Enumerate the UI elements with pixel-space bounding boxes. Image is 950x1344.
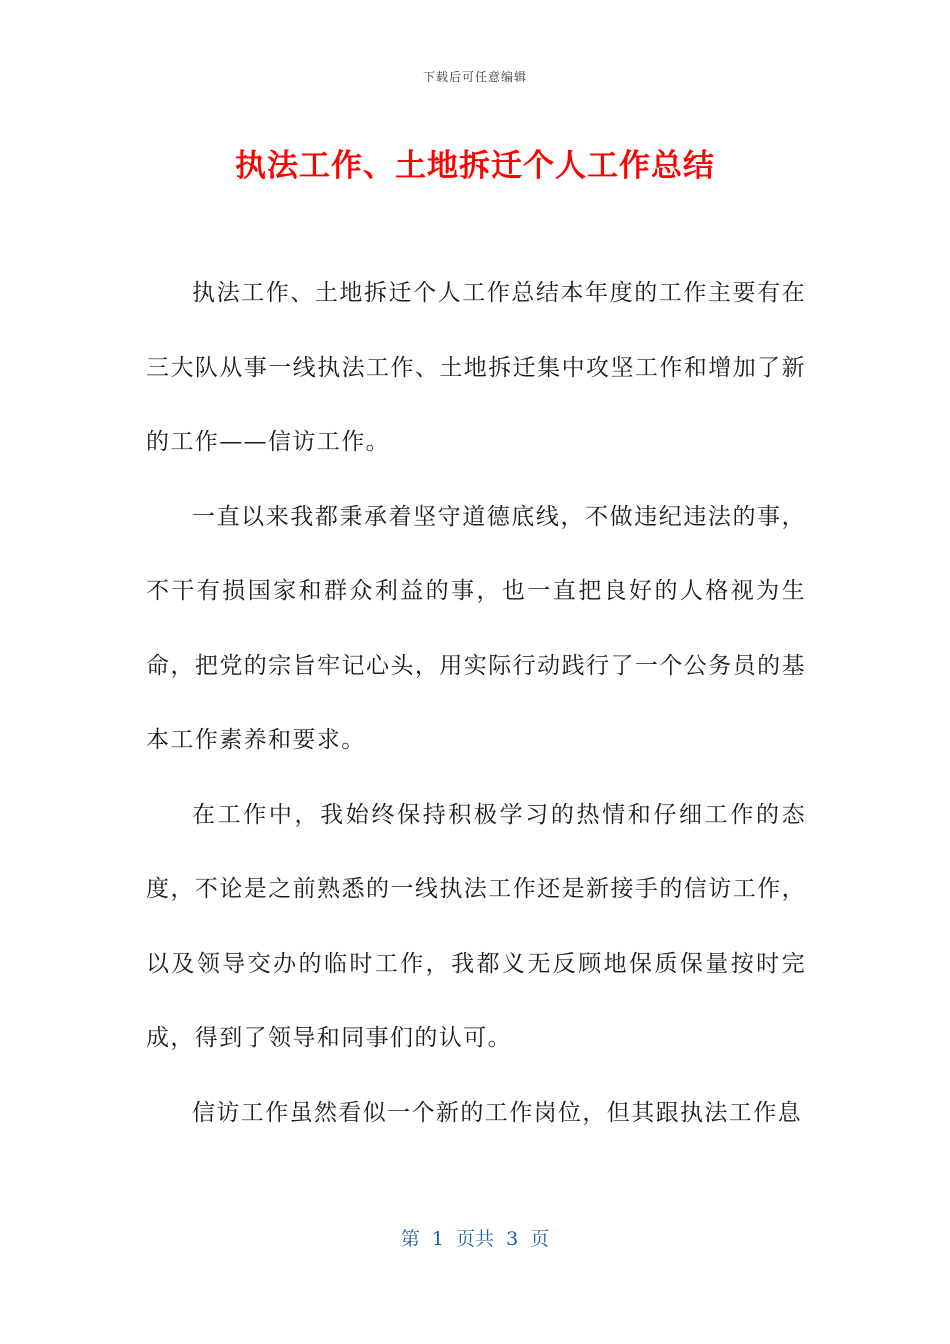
paragraph-3: 在工作中，我始终保持积极学习的热情和仔细工作的态度，不论是之前熟悉的一线执法工作还是新接手的信访工作，以及领导交办的临时工作，我都义无反顾地保质保量按时完成，得到了领导和同事们的认可。 xyxy=(146,801,806,1051)
document-title: 执法工作、土地拆迁个人工作总结 xyxy=(235,148,715,184)
paragraph-4: 信访工作虽然看似一个新的工作岗位，但其跟执法工作息 xyxy=(192,1099,802,1126)
header-note: 下载后可任意编辑 xyxy=(422,70,527,84)
paragraph-1: 执法工作、土地拆迁个人工作总结本年度的工作主要有在三大队从事一线执法工作、土地拆迁集中攻坚工作和增加了新的工作——信访工作。 xyxy=(146,280,806,455)
page-number-footer: 第 1 页共 3 页 xyxy=(400,1228,550,1250)
document-body xyxy=(146,256,806,1150)
paragraph-2: 一直以来我都秉承着坚守道德底线，不做违纪违法的事，不干有损国家和群众利益的事，也一直把良好的人格视为生命，把党的宗旨牢记心头，用实际行动践行了一个公务员的基本工作素养和要求。 xyxy=(146,503,806,753)
